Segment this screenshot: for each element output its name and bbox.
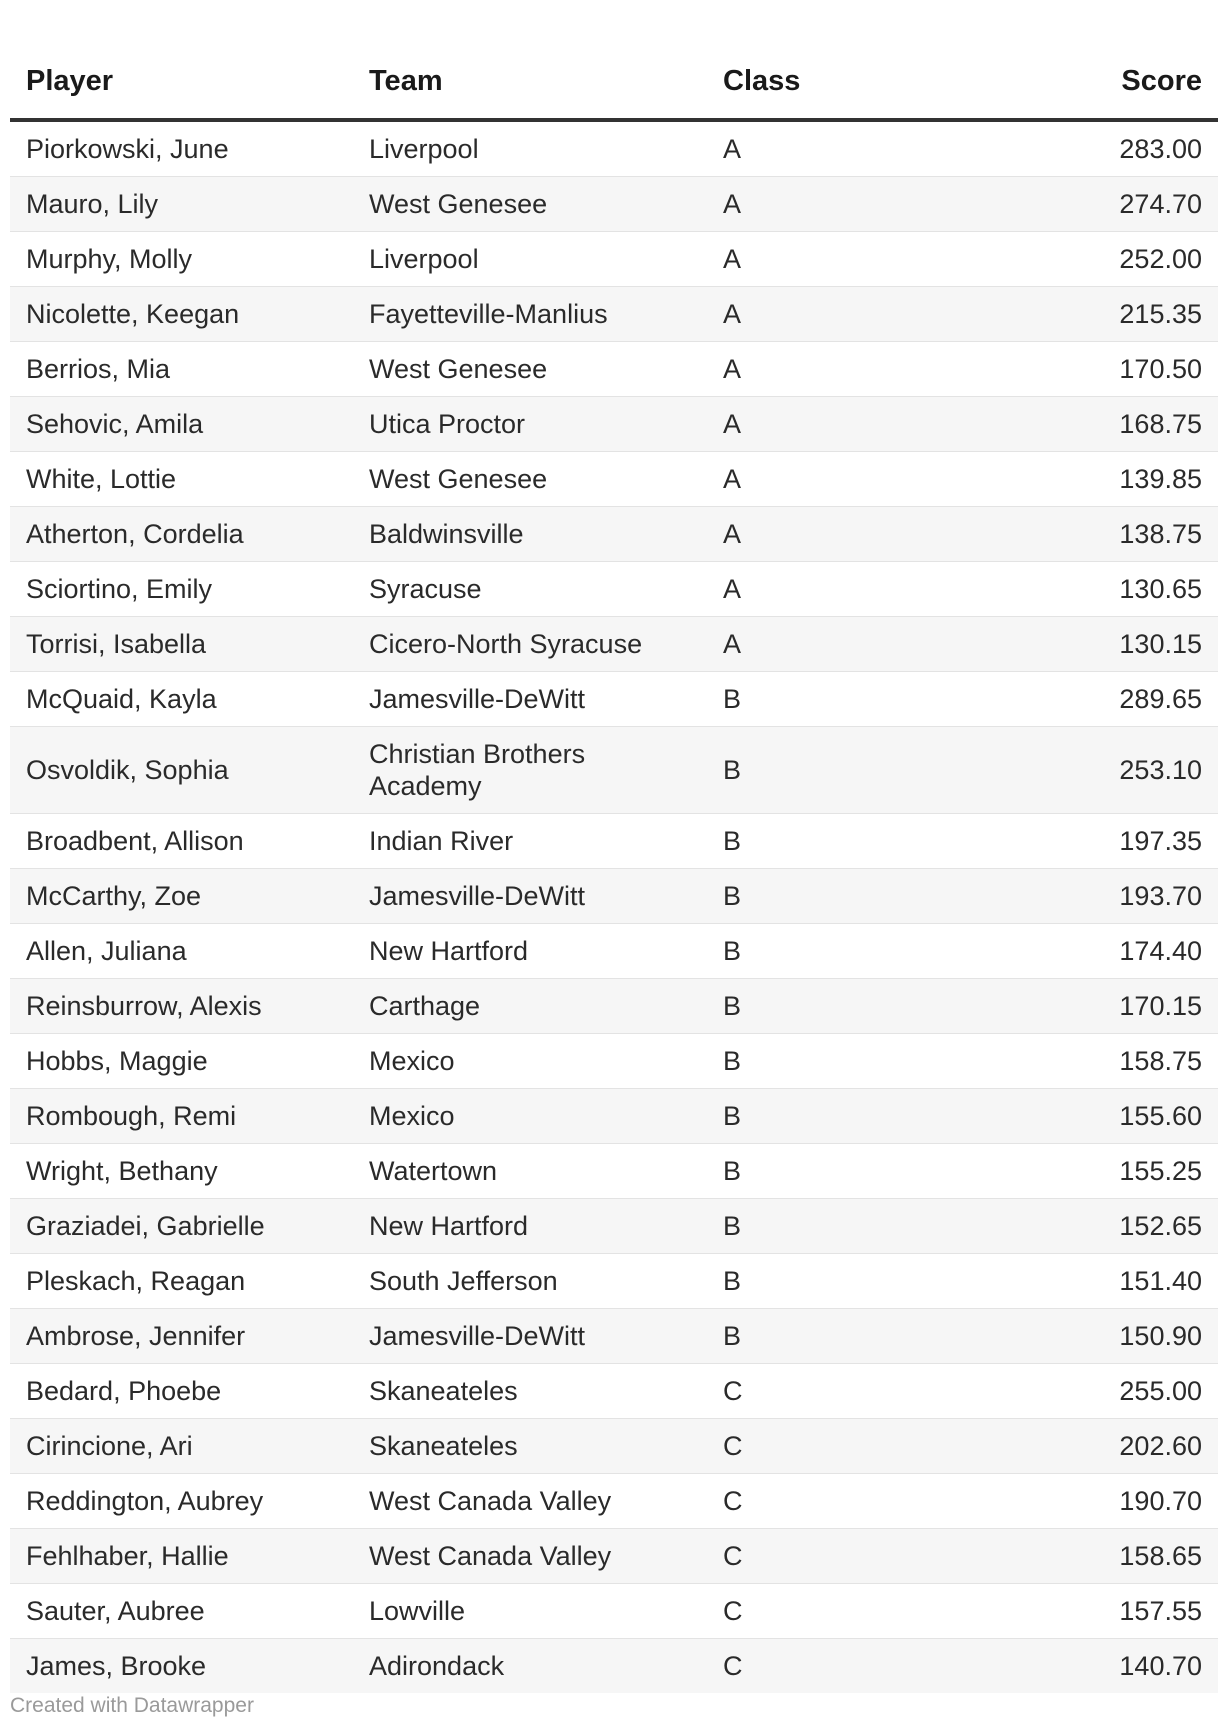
cell-team: West Genesee	[353, 177, 707, 232]
column-header-score[interactable]: Score	[1007, 0, 1218, 120]
table-body	[10, 120, 1218, 1693]
cell-player: McQuaid, Kayla	[10, 672, 353, 727]
cell-score: 274.70	[1007, 177, 1218, 232]
cell-score: 155.60	[1007, 1089, 1218, 1144]
cell-team: Jamesville-DeWitt	[353, 1309, 707, 1364]
cell-player: Fehlhaber, Hallie	[10, 1529, 353, 1584]
cell-player: Graziadei, Gabrielle	[10, 1199, 353, 1254]
cell-team: Adirondack	[353, 1639, 707, 1694]
column-header-player[interactable]: Player	[10, 0, 353, 120]
table-row	[10, 177, 1218, 232]
cell-class: C	[707, 1529, 1007, 1584]
cell-score: 174.40	[1007, 924, 1218, 979]
cell-class: A	[707, 452, 1007, 507]
cell-score: 289.65	[1007, 672, 1218, 727]
cell-team: Lowville	[353, 1584, 707, 1639]
cell-score: 151.40	[1007, 1254, 1218, 1309]
cell-player: Sauter, Aubree	[10, 1584, 353, 1639]
cell-player: Wright, Bethany	[10, 1144, 353, 1199]
cell-player: Broadbent, Allison	[10, 814, 353, 869]
cell-team: Liverpool	[353, 232, 707, 287]
cell-class: A	[707, 287, 1007, 342]
cell-player: Berrios, Mia	[10, 342, 353, 397]
datawrapper-credit[interactable]: Created with Datawrapper	[10, 1694, 254, 1717]
cell-team: Syracuse	[353, 562, 707, 617]
cell-player: Sciortino, Emily	[10, 562, 353, 617]
cell-player: Piorkowski, June	[10, 120, 353, 177]
cell-team: West Canada Valley	[353, 1474, 707, 1529]
cell-class: C	[707, 1584, 1007, 1639]
cell-team: Fayetteville-Manlius	[353, 287, 707, 342]
player-scores-table	[10, 0, 1218, 1693]
cell-team: West Genesee	[353, 452, 707, 507]
cell-team: Utica Proctor	[353, 397, 707, 452]
cell-team: Jamesville-DeWitt	[353, 672, 707, 727]
cell-score: 139.85	[1007, 452, 1218, 507]
cell-team: Skaneateles	[353, 1419, 707, 1474]
cell-player: Reinsburrow, Alexis	[10, 979, 353, 1034]
table-row	[10, 120, 1218, 177]
cell-class: A	[707, 397, 1007, 452]
column-header-class[interactable]: Class	[707, 0, 1007, 120]
cell-team: New Hartford	[353, 924, 707, 979]
cell-class: B	[707, 1144, 1007, 1199]
cell-class: B	[707, 727, 1007, 814]
cell-team: Indian River	[353, 814, 707, 869]
table-row	[10, 1254, 1218, 1309]
cell-team: Baldwinsville	[353, 507, 707, 562]
cell-score: 140.70	[1007, 1639, 1218, 1694]
table-row	[10, 1364, 1218, 1419]
cell-team: Mexico	[353, 1034, 707, 1089]
cell-class: A	[707, 232, 1007, 287]
cell-player: Ambrose, Jennifer	[10, 1309, 353, 1364]
cell-score: 252.00	[1007, 232, 1218, 287]
table-row	[10, 232, 1218, 287]
cell-team: Skaneateles	[353, 1364, 707, 1419]
cell-score: 168.75	[1007, 397, 1218, 452]
cell-class: B	[707, 869, 1007, 924]
cell-team: New Hartford	[353, 1199, 707, 1254]
table-row	[10, 342, 1218, 397]
cell-class: B	[707, 672, 1007, 727]
cell-team: Cicero-North Syracuse	[353, 617, 707, 672]
cell-class: A	[707, 617, 1007, 672]
cell-class: A	[707, 177, 1007, 232]
cell-class: B	[707, 979, 1007, 1034]
table-row	[10, 869, 1218, 924]
table-row	[10, 924, 1218, 979]
cell-player: Hobbs, Maggie	[10, 1034, 353, 1089]
cell-class: C	[707, 1419, 1007, 1474]
cell-score: 152.65	[1007, 1199, 1218, 1254]
cell-player: Osvoldik, Sophia	[10, 727, 353, 814]
cell-score: 138.75	[1007, 507, 1218, 562]
cell-class: B	[707, 1034, 1007, 1089]
cell-class: C	[707, 1474, 1007, 1529]
table-row	[10, 397, 1218, 452]
table-row	[10, 1529, 1218, 1584]
cell-class: B	[707, 814, 1007, 869]
cell-player: Mauro, Lily	[10, 177, 353, 232]
table-row	[10, 1639, 1218, 1694]
cell-score: 170.15	[1007, 979, 1218, 1034]
cell-team: Jamesville-DeWitt	[353, 869, 707, 924]
table-row	[10, 1144, 1218, 1199]
cell-team: Christian Brothers Academy	[353, 727, 707, 814]
cell-score: 202.60	[1007, 1419, 1218, 1474]
table-row	[10, 1089, 1218, 1144]
cell-player: Nicolette, Keegan	[10, 287, 353, 342]
cell-score: 130.65	[1007, 562, 1218, 617]
table-row	[10, 814, 1218, 869]
cell-team: South Jefferson	[353, 1254, 707, 1309]
cell-score: 157.55	[1007, 1584, 1218, 1639]
cell-player: Pleskach, Reagan	[10, 1254, 353, 1309]
cell-player: Allen, Juliana	[10, 924, 353, 979]
table-row	[10, 1309, 1218, 1364]
table-row	[10, 727, 1218, 814]
cell-score: 158.65	[1007, 1529, 1218, 1584]
cell-class: A	[707, 120, 1007, 177]
table-row	[10, 672, 1218, 727]
cell-team: West Canada Valley	[353, 1529, 707, 1584]
table-row	[10, 452, 1218, 507]
cell-player: Murphy, Molly	[10, 232, 353, 287]
cell-team: Watertown	[353, 1144, 707, 1199]
cell-player: Torrisi, Isabella	[10, 617, 353, 672]
table-row	[10, 562, 1218, 617]
cell-score: 158.75	[1007, 1034, 1218, 1089]
cell-score: 193.70	[1007, 869, 1218, 924]
cell-class: C	[707, 1639, 1007, 1694]
cell-score: 190.70	[1007, 1474, 1218, 1529]
table-container	[10, 0, 1218, 1693]
column-header-team[interactable]: Team	[353, 0, 707, 120]
cell-class: B	[707, 1089, 1007, 1144]
cell-score: 215.35	[1007, 287, 1218, 342]
table-row	[10, 617, 1218, 672]
cell-class: C	[707, 1364, 1007, 1419]
cell-class: A	[707, 507, 1007, 562]
table-row	[10, 287, 1218, 342]
cell-score: 253.10	[1007, 727, 1218, 814]
cell-player: Rombough, Remi	[10, 1089, 353, 1144]
table-row	[10, 1474, 1218, 1529]
cell-class: B	[707, 1199, 1007, 1254]
cell-score: 283.00	[1007, 120, 1218, 177]
table-row	[10, 507, 1218, 562]
cell-score: 130.15	[1007, 617, 1218, 672]
table-row	[10, 1584, 1218, 1639]
cell-player: Sehovic, Amila	[10, 397, 353, 452]
cell-team: Mexico	[353, 1089, 707, 1144]
cell-player: Reddington, Aubrey	[10, 1474, 353, 1529]
cell-score: 170.50	[1007, 342, 1218, 397]
cell-player: McCarthy, Zoe	[10, 869, 353, 924]
cell-score: 255.00	[1007, 1364, 1218, 1419]
cell-class: B	[707, 1309, 1007, 1364]
header-row	[10, 0, 1218, 120]
cell-class: B	[707, 924, 1007, 979]
cell-class: A	[707, 562, 1007, 617]
table-row	[10, 1034, 1218, 1089]
table-row	[10, 1419, 1218, 1474]
table-header	[10, 0, 1218, 120]
cell-score: 150.90	[1007, 1309, 1218, 1364]
cell-player: James, Brooke	[10, 1639, 353, 1694]
cell-team: West Genesee	[353, 342, 707, 397]
table-row	[10, 1199, 1218, 1254]
cell-player: White, Lottie	[10, 452, 353, 507]
cell-team: Liverpool	[353, 120, 707, 177]
cell-team: Carthage	[353, 979, 707, 1034]
table-row	[10, 979, 1218, 1034]
cell-score: 197.35	[1007, 814, 1218, 869]
cell-player: Bedard, Phoebe	[10, 1364, 353, 1419]
cell-player: Atherton, Cordelia	[10, 507, 353, 562]
cell-class: B	[707, 1254, 1007, 1309]
cell-score: 155.25	[1007, 1144, 1218, 1199]
cell-class: A	[707, 342, 1007, 397]
cell-player: Cirincione, Ari	[10, 1419, 353, 1474]
